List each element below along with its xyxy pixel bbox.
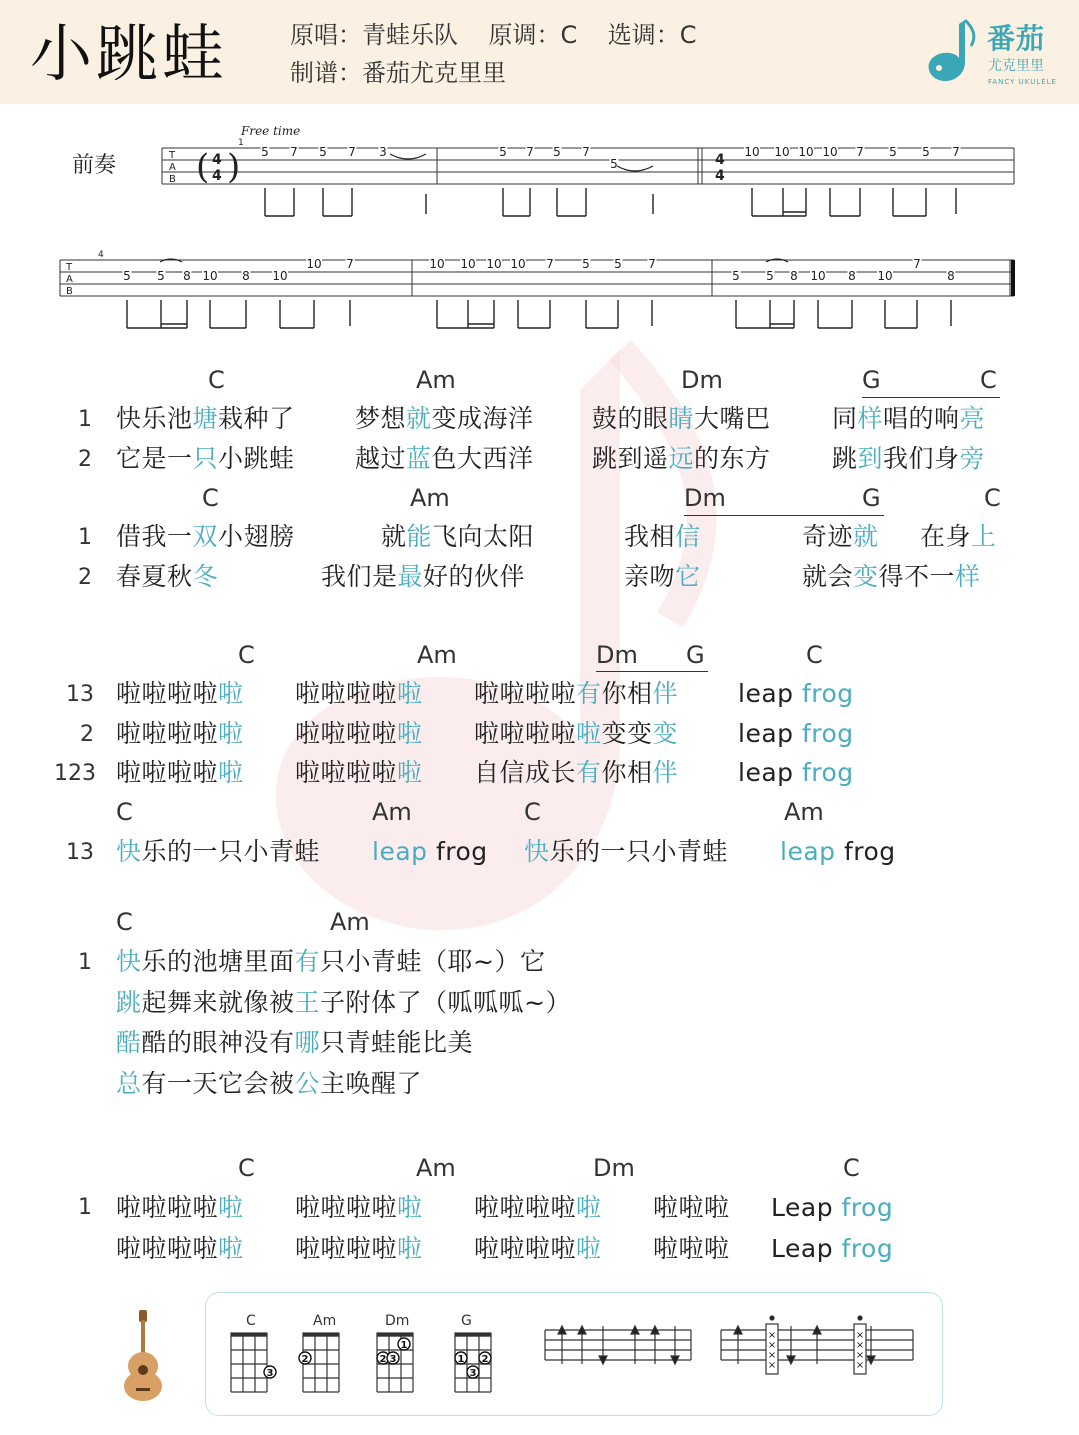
chord-name: Dm — [385, 1313, 410, 1329]
verse-number: 1 — [78, 1195, 92, 1220]
svg-text:2: 2 — [301, 1354, 309, 1365]
chord-label: C — [208, 366, 225, 394]
chord-label: C — [116, 908, 133, 936]
chord-label: Am — [784, 798, 824, 826]
tab-note: 5 — [319, 145, 327, 159]
tab-note: 8 — [242, 269, 250, 283]
chord-label: C — [238, 641, 255, 669]
lyric-line: 啦啦啦啦啦 — [474, 1234, 602, 1263]
verse-number: 2 — [78, 447, 92, 472]
lyric-line: 跳到遥远的东方 — [592, 444, 771, 473]
tab-note: 7 — [346, 257, 354, 271]
chord-span-line — [596, 671, 708, 672]
lyric-line: Leap frog — [771, 1234, 894, 1263]
tab-note: 10 — [429, 257, 445, 271]
mute-mark: × — [767, 1360, 777, 1371]
lyric-line: 啦啦啦啦啦 — [295, 719, 423, 748]
lyric-line: 奇迹就 — [802, 522, 879, 551]
tab-note: 10 — [798, 145, 814, 159]
lyric-line: leap frog — [780, 837, 896, 866]
tab-note: 7 — [348, 145, 356, 159]
chord-name: G — [461, 1313, 472, 1329]
lyric-line: 啦啦啦啦啦变变变 — [474, 719, 679, 748]
tab-note: 5 — [614, 257, 622, 271]
brand-logo — [925, 14, 1065, 94]
lyric-line: 啦啦啦啦啦 — [295, 1234, 423, 1263]
chord-span-line — [862, 397, 1000, 398]
tab-note: 7 — [913, 257, 921, 271]
svg-text:1: 1 — [238, 138, 244, 148]
mute-mark: × — [767, 1340, 777, 1351]
chord-label: Dm — [593, 1154, 635, 1182]
chord-label: Am — [330, 908, 370, 936]
lyric-line: 酷酷的眼神没有哪只青蛙能比美 — [116, 1028, 474, 1057]
svg-text:B: B — [66, 286, 73, 297]
lyric-line: 我们是最好的伙伴 — [321, 562, 526, 591]
accent-dot — [858, 1316, 862, 1320]
tab-note: 10 — [460, 257, 476, 271]
svg-text:A: A — [169, 162, 176, 173]
tab-note: 7 — [856, 145, 864, 159]
svg-text:Free time: Free time — [241, 124, 301, 138]
svg-text:T: T — [66, 262, 73, 273]
tab-note: 5 — [499, 145, 507, 159]
svg-text:(: ( — [196, 147, 210, 187]
lyric-line: 跳到我们身旁 — [832, 444, 986, 473]
lyric-line: 啦啦啦啦啦 — [295, 679, 423, 708]
verse-number: 2 — [80, 722, 94, 747]
svg-text:2: 2 — [481, 1354, 489, 1365]
lyric-line: 快乐的一只小青蛙 — [524, 837, 729, 866]
lyric-line: 我相信 — [624, 522, 701, 551]
chord-label: C — [238, 1154, 255, 1182]
lyric-line: 啦啦啦啦啦 — [295, 1193, 423, 1222]
mute-mark: × — [767, 1350, 777, 1361]
tab-note: 10 — [744, 145, 760, 159]
svg-text:4: 4 — [98, 250, 104, 260]
verse-number: 13 — [66, 682, 94, 707]
mute-mark: × — [855, 1340, 865, 1351]
lyric-line: 同样唱的响亮 — [832, 404, 986, 433]
tab-note: 5 — [732, 269, 740, 283]
lyric-line: 梦想就变成海洋 — [355, 404, 534, 433]
verse-number: 1 — [78, 525, 92, 550]
lyric-line: 在身上 — [920, 522, 997, 551]
tab-note: 7 — [290, 145, 298, 159]
tab-note: 7 — [648, 257, 656, 271]
lyric-line: 越过蓝色大西洋 — [355, 444, 534, 473]
chord-name: Am — [313, 1313, 337, 1329]
song-info-line1: 原唱：青蛙乐队 原调：C 选调：C — [290, 21, 697, 49]
lyric-line: leap frog — [372, 837, 488, 866]
lyric-line: 总有一天它会被公主唤醒了 — [116, 1069, 423, 1098]
verse-number: 1 — [78, 950, 92, 975]
lyric-line: 跳起舞来就像被王子附体了（呱呱呱~） — [116, 988, 571, 1017]
tab-note: 10 — [202, 269, 218, 283]
tab-note: 8 — [183, 269, 191, 283]
music-note-icon — [925, 18, 985, 88]
chord-label: Am — [416, 366, 456, 394]
lyric-line: 啦啦啦啦啦 — [116, 758, 244, 787]
intro-label: 前奏 — [72, 153, 117, 178]
lyric-line: 啦啦啦 — [653, 1234, 730, 1263]
tab-note: 7 — [952, 145, 960, 159]
lyric-line: 快乐的池塘里面有只小青蛙（耶~）它 — [116, 947, 546, 976]
chord-label: G — [862, 484, 881, 512]
svg-text:A: A — [66, 274, 73, 285]
svg-text:): ) — [227, 147, 241, 187]
nut — [377, 1333, 413, 1336]
tab-note: 7 — [582, 145, 590, 159]
tab-note: 8 — [947, 269, 955, 283]
chord-label: G — [686, 641, 705, 669]
svg-text:3: 3 — [266, 1368, 274, 1379]
lyric-line: 啦啦啦啦啦 — [116, 679, 244, 708]
lyric-line: 啦啦啦啦啦 — [116, 1193, 244, 1222]
lyric-line: leap frog — [738, 679, 854, 708]
chord-label: C — [202, 484, 219, 512]
tab-note: 7 — [526, 145, 534, 159]
lyric-line: 啦啦啦啦啦 — [295, 758, 423, 787]
chord-label: Am — [372, 798, 412, 826]
tab-note: 3 — [379, 145, 387, 159]
intro-tablature — [0, 118, 1079, 338]
lyric-line: 就会变得不一样 — [802, 562, 981, 591]
tab-note: 10 — [510, 257, 526, 271]
tab-note: 10 — [306, 257, 322, 271]
verse-number: 1 — [78, 407, 92, 432]
tab-note: 10 — [486, 257, 502, 271]
header-band — [0, 0, 1079, 104]
tab-note: 5 — [123, 269, 131, 283]
lyric-line: 快乐池塘栽种了 — [116, 404, 295, 433]
svg-text:4: 4 — [715, 168, 725, 184]
chord-label: G — [862, 366, 881, 394]
svg-text:T: T — [169, 150, 176, 161]
verse-number: 13 — [66, 840, 94, 865]
chord-label: C — [806, 641, 823, 669]
tab-note: 5 — [766, 269, 774, 283]
svg-text:4: 4 — [715, 152, 725, 168]
tab-note: 5 — [582, 257, 590, 271]
mute-mark: × — [767, 1330, 777, 1341]
lyric-line: 啦啦啦啦有你相伴 — [474, 679, 679, 708]
lyric-line: 它是一只小跳蛙 — [116, 444, 295, 473]
chord-name: C — [246, 1313, 256, 1329]
lyric-line: 快乐的一只小青蛙 — [116, 837, 321, 866]
ukulele-icon — [118, 1308, 168, 1403]
tab-note: 5 — [157, 269, 165, 283]
logo-english: FANCY UKULELE — [988, 78, 1057, 86]
chord-label: C — [843, 1154, 860, 1182]
tab-note: 5 — [889, 145, 897, 159]
logo-subtitle: 尤克里里 — [988, 58, 1044, 74]
lyric-line: 鼓的眼睛大嘴巴 — [592, 404, 771, 433]
mute-mark: × — [855, 1360, 865, 1371]
chord-label: Am — [416, 1154, 456, 1182]
verse-number: 2 — [78, 565, 92, 590]
svg-text:2: 2 — [379, 1354, 387, 1365]
tab-note: 10 — [810, 269, 826, 283]
chord-label: C — [980, 366, 997, 394]
tab-note: 5 — [553, 145, 561, 159]
chord-label: C — [984, 484, 1001, 512]
tab-note: 10 — [877, 269, 893, 283]
svg-text:3: 3 — [469, 1368, 477, 1379]
lyric-line: 春夏秋冬 — [116, 562, 219, 591]
logo-name: 番茄 — [987, 22, 1046, 55]
tab-note: 10 — [774, 145, 790, 159]
accent-dot — [770, 1316, 774, 1320]
tab-note: 8 — [790, 269, 798, 283]
tab-note: 7 — [546, 257, 554, 271]
lyric-line: 啦啦啦啦啦 — [474, 1193, 602, 1222]
song-info-line2: 制谱：番茄尤克里里 — [290, 59, 506, 87]
nut — [231, 1333, 267, 1336]
lyric-line: 啦啦啦啦啦 — [116, 1234, 244, 1263]
chord-label: Am — [417, 641, 457, 669]
chord-label: Dm — [596, 641, 638, 669]
chord-label: C — [524, 798, 541, 826]
lyric-line: 啦啦啦啦啦 — [116, 719, 244, 748]
mute-mark: × — [855, 1330, 865, 1341]
lyric-line: 就能飞向太阳 — [381, 522, 535, 551]
song-title: 小跳蛙 — [30, 17, 229, 90]
tab-note: 5 — [922, 145, 930, 159]
lyric-line: 自信成长有你相伴 — [474, 758, 679, 787]
lyric-line: leap frog — [738, 758, 854, 787]
mute-mark: × — [855, 1350, 865, 1361]
svg-text:B: B — [169, 174, 176, 185]
svg-text:4: 4 — [212, 152, 222, 168]
chord-label: C — [116, 798, 133, 826]
nut — [455, 1333, 491, 1336]
svg-text:1: 1 — [457, 1354, 465, 1365]
tab-note: 8 — [848, 269, 856, 283]
chord-diagrams — [205, 1292, 941, 1414]
chord-span-line — [684, 515, 884, 516]
lyric-line: 啦啦啦 — [653, 1193, 730, 1222]
lyric-line: 借我一双小翅膀 — [116, 522, 295, 551]
lyric-line: Leap frog — [771, 1193, 894, 1222]
tab-note: 10 — [272, 269, 288, 283]
lyric-line: 亲吻它 — [624, 562, 701, 591]
tab-note: 5 — [610, 157, 618, 171]
svg-text:4: 4 — [212, 168, 222, 184]
chord-label: Dm — [684, 484, 726, 512]
tab-note: 10 — [822, 145, 838, 159]
chord-label: Am — [410, 484, 450, 512]
verse-number: 123 — [54, 761, 96, 786]
svg-text:1: 1 — [400, 1340, 408, 1351]
lyric-line: leap frog — [738, 719, 854, 748]
tab-note: 5 — [261, 145, 269, 159]
svg-text:3: 3 — [389, 1354, 397, 1365]
chord-label: Dm — [681, 366, 723, 394]
nut — [303, 1333, 339, 1336]
